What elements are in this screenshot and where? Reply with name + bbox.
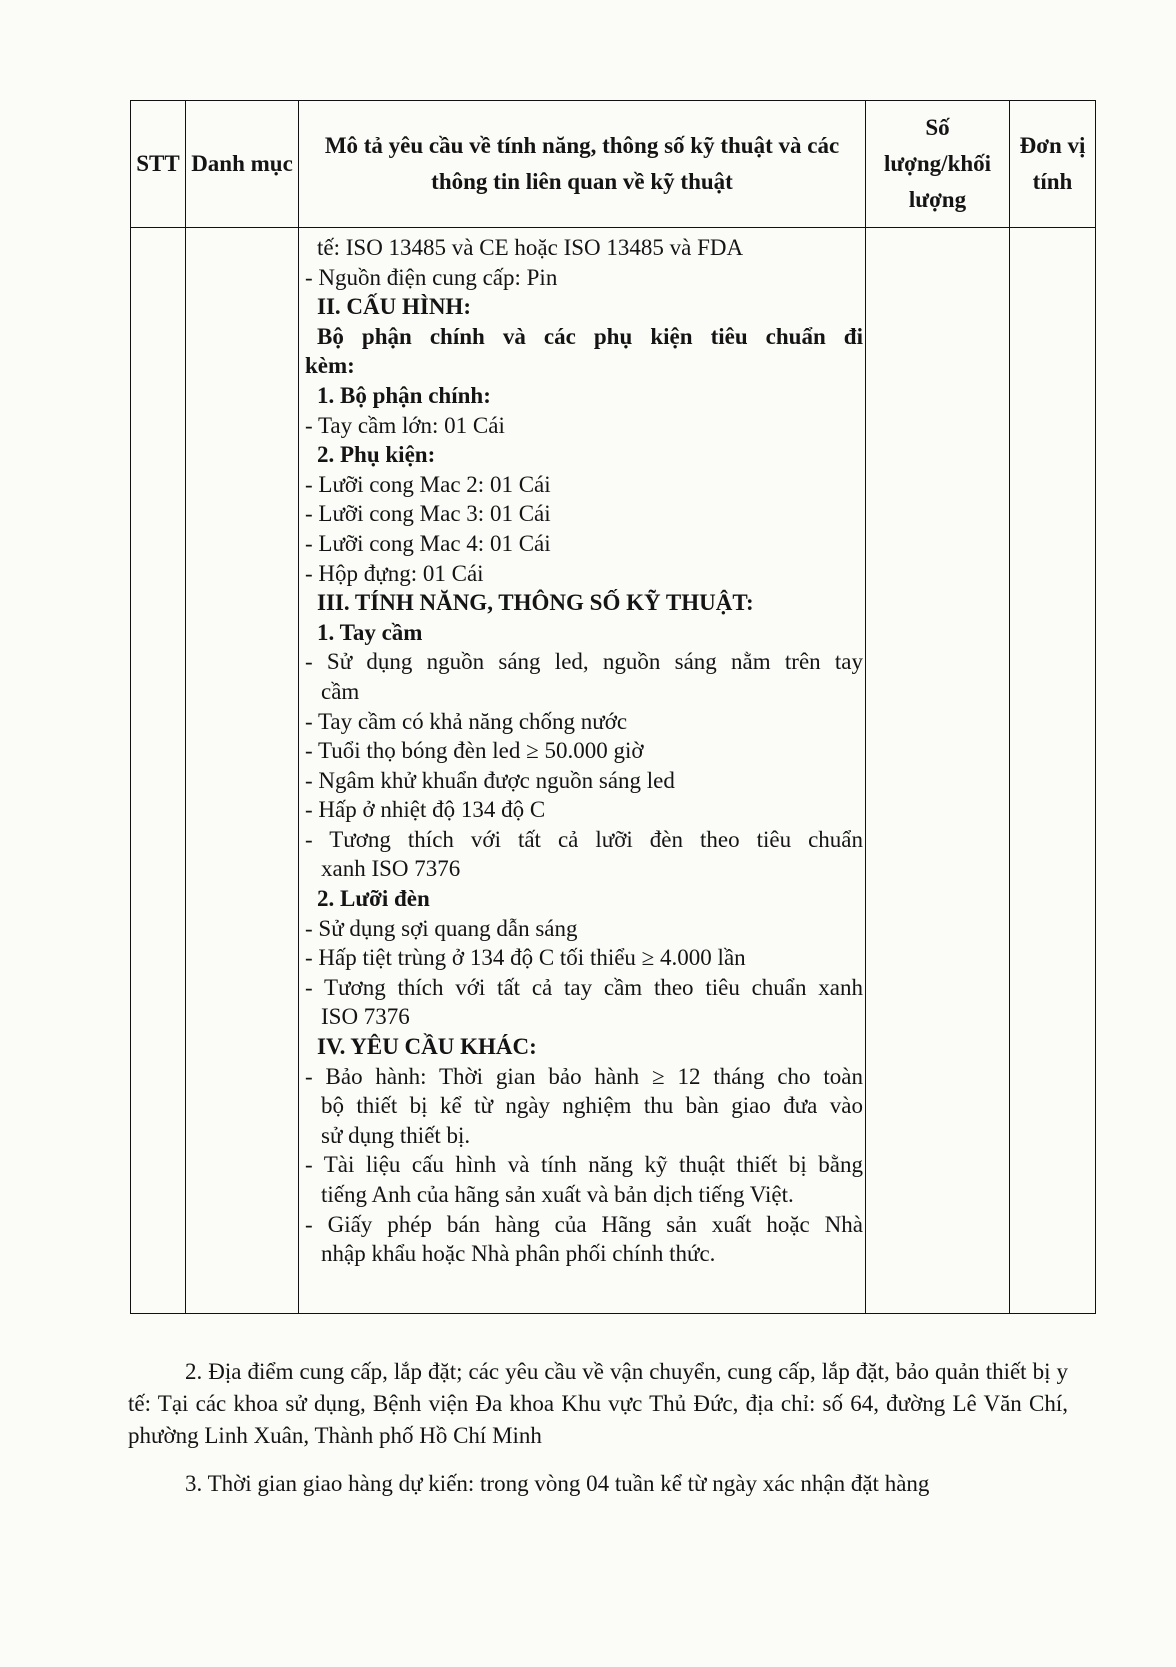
- desc-line: - Hấp tiệt trùng ở 134 độ C tối thiểu ≥ 4.000 lần: [305, 945, 746, 971]
- desc-line: - Lưỡi cong Mac 4: 01 Cái: [305, 530, 551, 556]
- desc-line: nhập khẩu hoặc Nhà phân phối chính thức.: [321, 1241, 716, 1267]
- desc-line: - Bảo hành: Thời gian bảo hành ≥ 12 tháng cho toàn: [305, 1063, 863, 1089]
- spec-table: [130, 100, 1096, 1314]
- section-heading: IV. YÊU CẦU KHÁC:: [317, 1034, 537, 1060]
- paragraph-delivery-location: 2. Địa điểm cung cấp, lắp đặt; các yêu cầu về vận chuyển, cung cấp, lắp đặt, bảo quản thiết bị y tế: Tại các khoa sử dụng, Bệnh viện Đa khoa Khu vực Thủ Đức, địa chỉ: số 64, đường Lê Văn Chí, phường Linh Xuân, Thành phố Hồ Chí Minh: [128, 1359, 1068, 1448]
- desc-line: - Ngâm khử khuẩn được nguồn sáng led: [305, 767, 675, 793]
- paragraph-delivery-time: 3. Thời gian giao hàng dự kiến: trong vòng 04 tuần kể từ ngày xác nhận đặt hàng: [185, 1471, 930, 1496]
- desc-line: kèm:: [305, 353, 355, 379]
- cell-stt: [131, 228, 186, 1314]
- desc-line: sử dụng thiết bị.: [321, 1122, 471, 1148]
- desc-line: - Tương thích với tất cả lưỡi đèn theo tiêu chuẩn: [305, 826, 863, 852]
- desc-line: cầm: [321, 678, 360, 704]
- subsection-heading: 1. Bộ phận chính:: [317, 382, 491, 408]
- subsection-heading: 2. Lưỡi đèn: [317, 886, 430, 912]
- desc-line: Bộ phận chính và các phụ kiện tiêu chuẩn đi: [317, 323, 863, 349]
- desc-line: - Tài liệu cấu hình và tính năng kỹ thuật thiết bị bằng: [305, 1152, 863, 1178]
- desc-line: xanh ISO 7376: [321, 856, 461, 882]
- header-stt: STT: [131, 101, 186, 228]
- desc-line: - Hộp đựng: 01 Cái: [305, 560, 484, 586]
- header-so-luong: Số lượng/khối lượng: [866, 101, 1010, 228]
- subsection-heading: 1. Tay cầm: [317, 619, 423, 645]
- desc-line: - Lưỡi cong Mac 2: 01 Cái: [305, 471, 551, 497]
- cell-description: [299, 228, 866, 1314]
- cell-so-luong: [866, 228, 1010, 1314]
- subsection-heading: 2. Phụ kiện:: [317, 442, 436, 468]
- desc-line: tiếng Anh của hãng sản xuất và bản dịch tiếng Việt.: [321, 1182, 794, 1207]
- header-don-vi: Đơn vị tính: [1010, 101, 1096, 228]
- section-heading: II. CẤU HÌNH:: [317, 294, 471, 320]
- desc-line: - Hấp ở nhiệt độ 134 độ C: [305, 797, 546, 823]
- desc-line: - Tay cầm có khả năng chống nước: [305, 708, 628, 734]
- desc-line: - Giấy phép bán hàng của Hãng sản xuất hoặc Nhà: [305, 1211, 863, 1237]
- desc-line: - Lưỡi cong Mac 3: 01 Cái: [305, 501, 551, 527]
- cell-danh-muc: [186, 228, 299, 1314]
- desc-line: - Nguồn điện cung cấp: Pin: [305, 264, 558, 290]
- desc-line: - Tay cầm lớn: 01 Cái: [305, 412, 505, 438]
- desc-line: - Tương thích với tất cả tay cầm theo tiêu chuẩn xanh: [305, 974, 863, 1000]
- desc-line: ISO 7376: [321, 1004, 410, 1030]
- header-mo-ta: Mô tả yêu cầu về tính năng, thông số kỹ thuật và các thông tin liên quan về kỹ thuật: [299, 101, 866, 228]
- desc-line: bộ thiết bị kể từ ngày nghiệm thu bàn giao đưa vào: [321, 1093, 863, 1119]
- table-row: [131, 228, 1096, 1314]
- section-heading: III. TÍNH NĂNG, THÔNG SỐ KỸ THUẬT:: [317, 590, 754, 616]
- desc-line: tế: ISO 13485 và CE hoặc ISO 13485 và FDA: [317, 235, 744, 260]
- desc-line: - Sử dụng sợi quang dẫn sáng: [305, 915, 578, 941]
- cell-don-vi: [1010, 228, 1096, 1314]
- header-danh-muc: Danh mục: [186, 101, 299, 228]
- table-header-row: [131, 101, 1096, 228]
- desc-line: - Sử dụng nguồn sáng led, nguồn sáng nằm trên tay: [305, 649, 863, 675]
- desc-line: - Tuổi thọ bóng đèn led ≥ 50.000 giờ: [305, 738, 644, 764]
